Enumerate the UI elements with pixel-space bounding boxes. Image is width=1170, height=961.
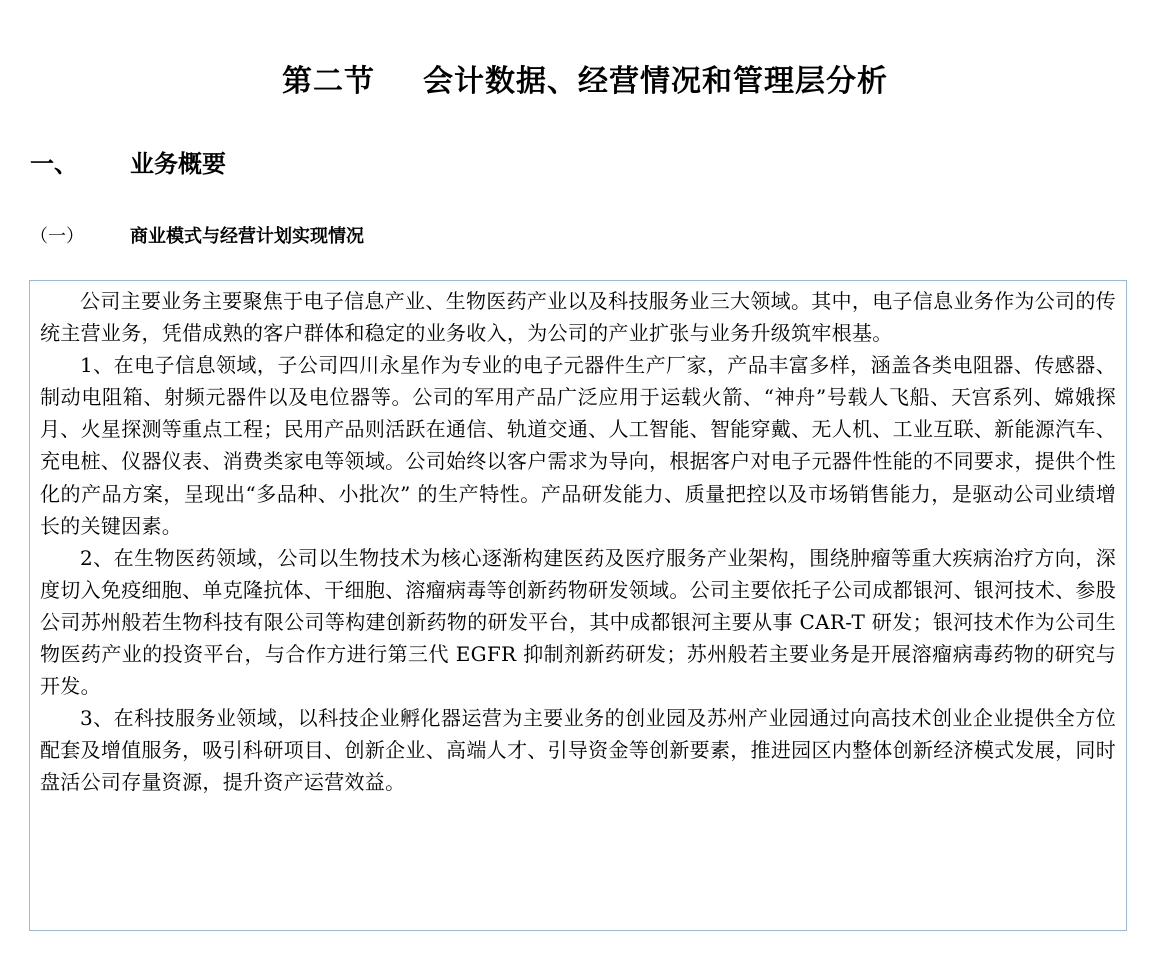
section-title-text: 会计数据、经营情况和管理层分析: [423, 64, 888, 99]
paragraph-electronics: 1、在电子信息领域，子公司四川永星作为专业的电子元器件生产厂家，产品丰富多样，涵盖各类电阻器、传感器、制动电阻箱、射频元器件以及电位器等。公司的军用产品广泛应用于运载火箭、“神舟”号载人飞船、天宫系列、嫦娥探月、火星探测等重点工程；民用产品则活跃在通信、轨道交通、人工智能、智能穿戴、无人机、工业互联、新能源汽车、充电桩、仪器仪表、消费类家电等领域。公司始终以客户需求为导向，根据客户对电子元器件性能的不同要求，提供个性化的产品方案，呈现出“多品种、小批次” 的生产特性。产品研发能力、质量把控以及市场销售能力，是驱动公司业绩增长的关键因素。: [40, 353, 1116, 538]
business-description-box: [29, 280, 1127, 931]
paragraph-tech-services: 3、在科技服务业领域，以科技企业孵化器运营为主要业务的创业园及苏州产业园通过向高技术创业企业提供全方位配套及增值服务，吸引科研项目、创新企业、高端人才、引导资金等创新要素，推进园区内整体创新经济模式发展，同时盘活公司存量资源，提升资产运营效益。: [40, 706, 1116, 795]
heading1-title: 业务概要: [130, 150, 226, 178]
heading-business-model: [30, 222, 364, 248]
section-title: [0, 56, 1170, 100]
paragraph-biomedicine: 2、在生物医药领域，公司以生物技术为核心逐渐构建医药及医疗服务产业架构，围绕肿瘤等重大疾病治疗方向，深度切入免疫细胞、单克隆抗体、干细胞、溶瘤病毒等创新药物研发领域。公司主要依托子公司成都银河、银河技术、参股公司苏州般若生物科技有限公司等构建创新药物的研发平台，其中成都银河主要从事 CAR-T 研发；银河技术作为公司生物医药产业的投资平台，与合作方进行第三代 EGFR 抑制剂新药研发；苏州般若主要业务是开展溶瘤病毒药物的研究与开发。: [40, 545, 1116, 699]
section-number: 第二节: [282, 64, 375, 99]
heading2-number: （一）: [30, 226, 84, 247]
heading2-title: 商业模式与经营计划实现情况: [130, 226, 364, 247]
heading1-number: 一、: [30, 150, 78, 178]
heading-business-overview: [30, 144, 226, 179]
paragraph-intro: 公司主要业务主要聚焦于电子信息产业、生物医药产业以及科技服务业三大领域。其中，电子信息业务作为公司的传统主营业务，凭借成熟的客户群体和稳定的业务收入，为公司的产业扩张与业务升级筑牢根基。: [40, 289, 1116, 346]
